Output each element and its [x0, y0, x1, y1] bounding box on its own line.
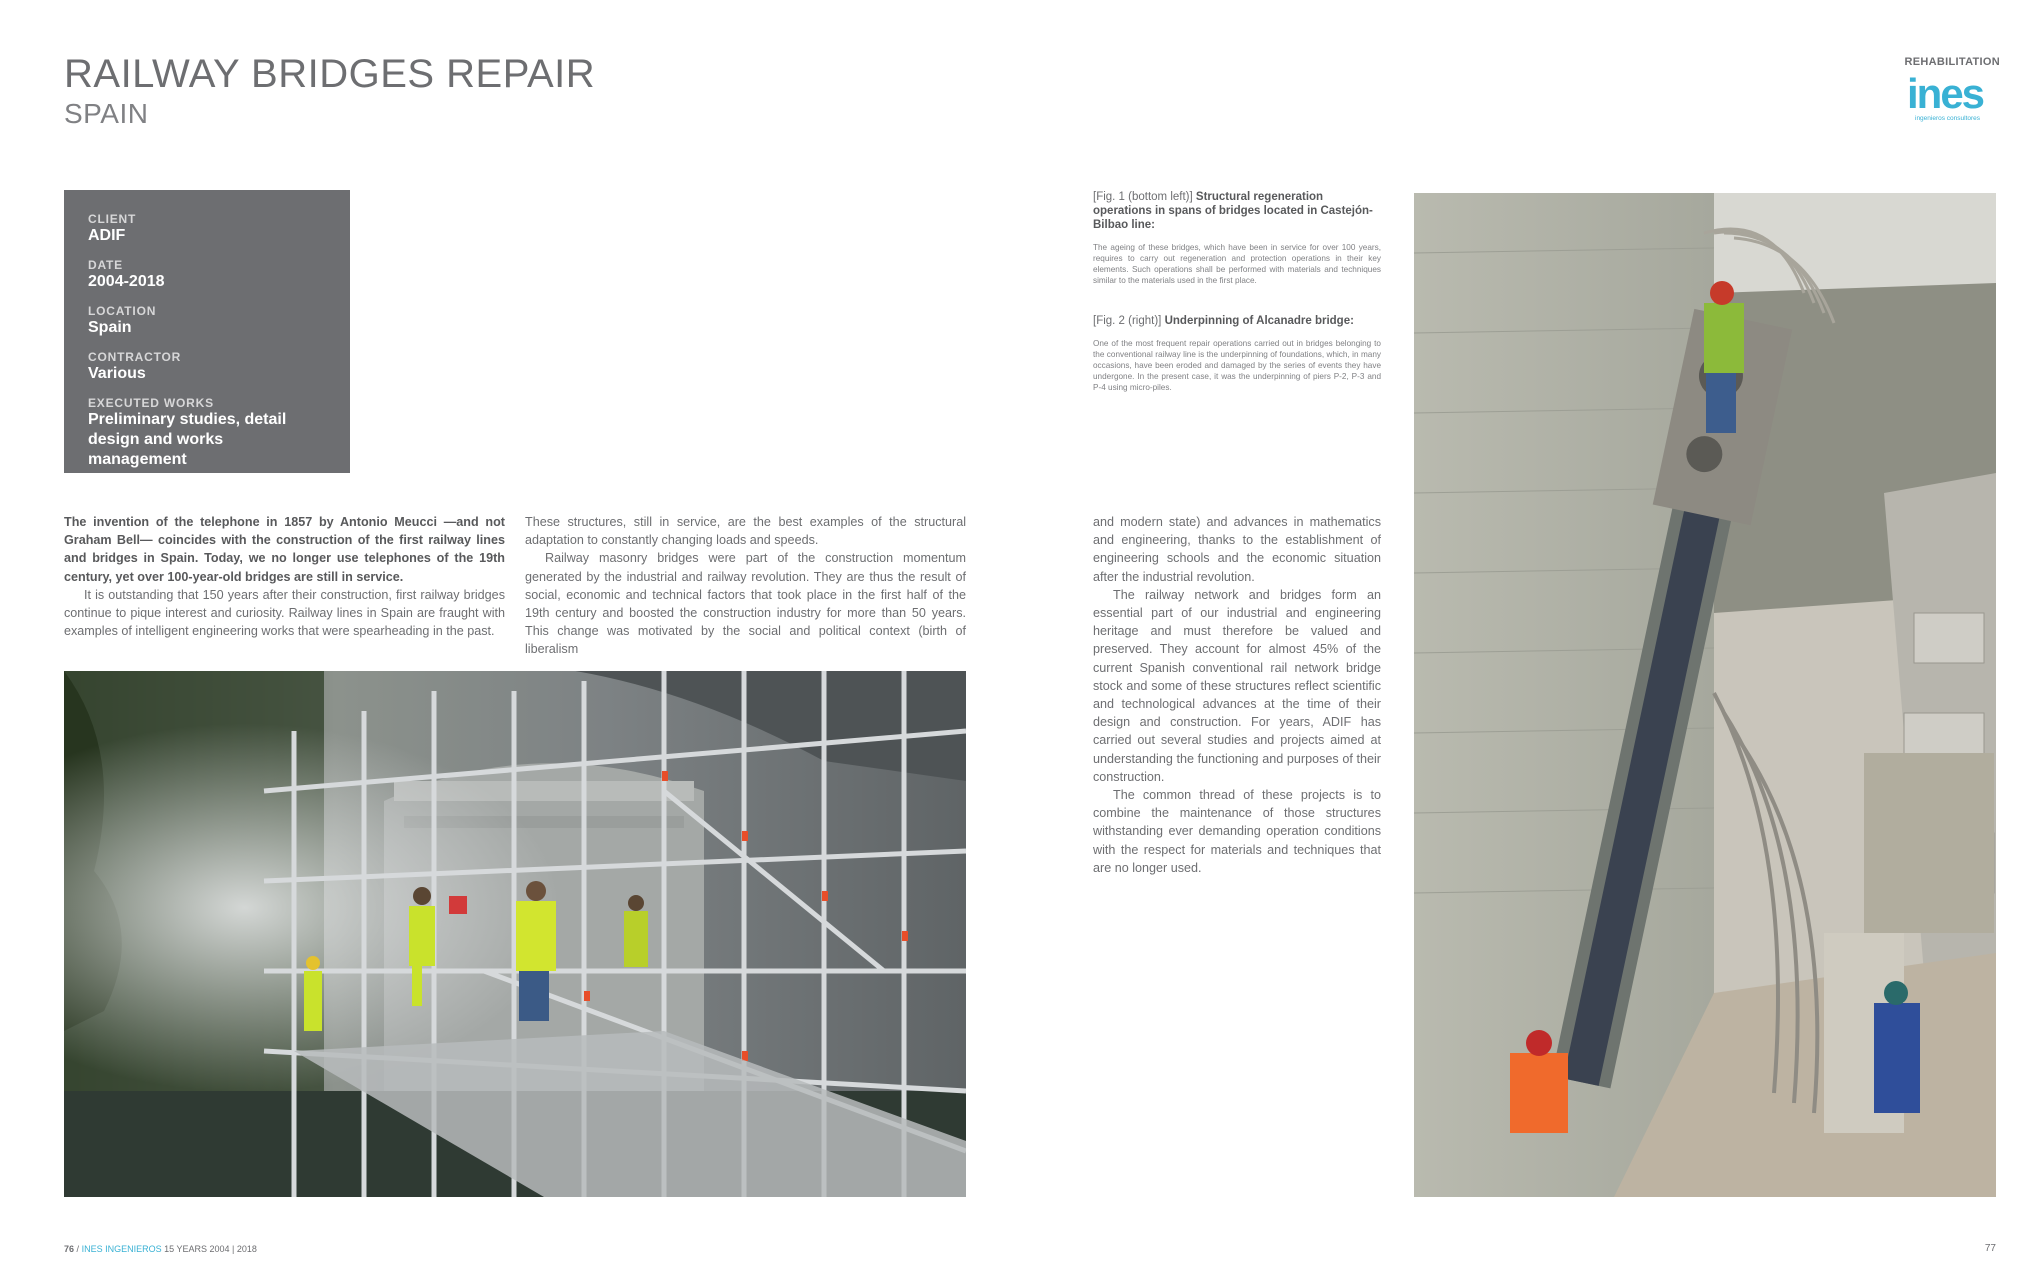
- fig1-ref: [Fig. 1 (bottom left)]: [1093, 191, 1193, 203]
- client-value: ADIF: [88, 227, 126, 244]
- page-number-right: 77: [1984, 1243, 1996, 1254]
- figure-captions: [1093, 190, 1381, 393]
- works-value: Preliminary studies, detail design and works management: [88, 411, 287, 468]
- fig2-caption-text: One of the most frequent repair operations carried out in bridges belonging to the conventional railway line is the underpinning of foundations, which, in many occasions, have been eroded and damaged by the series of events they have undergone. In the present case, it was the underpinning of piers P-2, P-3 and P-4 using micro-piles.: [1093, 339, 1381, 392]
- section-label: REHABILITATION: [1904, 56, 2000, 68]
- date-value: 2004-2018: [88, 273, 165, 290]
- body-column-1: [64, 513, 505, 640]
- location-value: Spain: [88, 319, 132, 336]
- fig1-caption-heading: [1093, 190, 1381, 232]
- client-label: CLIENT: [88, 212, 137, 226]
- fig2-ref: [Fig. 2 (right)]: [1093, 315, 1162, 327]
- page-subtitle: SPAIN: [64, 98, 149, 129]
- svg-text:ingenieros consultores: ingenieros consultores: [1914, 115, 1980, 122]
- body-paragraph: The common thread of these projects is to combine the maintenance of those structures withstanding ever demanding operation conditions with the respect for materials and techniques that are no longer used.: [1093, 788, 1381, 875]
- contractor-value: Various: [88, 365, 146, 382]
- date-label: DATE: [88, 258, 123, 272]
- intro-lead: The invention of the telephone in 1857 by Antonio Meucci —and not Graham Bell— coincides with the construction of the first railway lines and bridges in Spain. Today, we no longer use telephones of the 19th century, yet over 100-year-old bridges are still in service.: [64, 515, 505, 584]
- fig2-caption-heading: [1093, 314, 1381, 328]
- fig1-title: Structural regeneration operations in spans of bridges located in Castejón-Bilbao line:: [1093, 191, 1373, 231]
- footer-edition: 15 YEARS 2004 | 2018: [164, 1244, 257, 1254]
- contractor-label: CONTRACTOR: [88, 350, 182, 364]
- page-number-left: 76: [64, 1244, 75, 1254]
- svg-text:ines: ines: [1906, 70, 1983, 117]
- footer-separator: /: [76, 1244, 80, 1254]
- fig1-caption-text: The ageing of these bridges, which have been in service for over 100 years, requires to carry out regeneration and protection operations in their key elements. Such operations shall be performed with materials and techniques similar to the materials used in the first place.: [1093, 243, 1381, 285]
- fig1-scaffolding-photo: [64, 671, 966, 1197]
- body-paragraph: and modern state) and advances in mathematics and engineering, thanks to the establishment of engineering schools and the economic situation after the industrial revolution.: [1093, 515, 1381, 584]
- body-paragraph: These structures, still in service, are the best examples of the structural adaptation to constantly changing loads and speeds.: [525, 515, 966, 548]
- fig2-drilling-rig-photo: [1414, 193, 1996, 1197]
- body-paragraph: Railway masonry bridges were part of the construction momentum generated by the industrial and railway revolution. They are thus the result of social, economic and technical factors that took place in the first half of the 19th century and boosted the construction industry for more than 50 years. This change was motivated by the social and political context (birth of liberalism: [525, 551, 966, 657]
- body-column-2: [525, 513, 966, 659]
- body-column-3: [1093, 513, 1381, 877]
- footer-brand: INES INGENIEROS: [81, 1244, 162, 1254]
- works-label: EXECUTED WORKS: [88, 396, 214, 410]
- body-paragraph: It is outstanding that 150 years after their construction, first railway bridges continue to pique interest and curiosity. Railway lines in Spain are fraught with examples of intelligent engineering works that were spearheading in the past.: [64, 587, 505, 639]
- footer-left: [64, 1244, 257, 1254]
- body-paragraph: The railway network and bridges form an essential part of our industrial and engineering heritage and must therefore be valued and preserved. They account for almost 45% of the current Spanish conventional rail network bridge stock and some of these structures reflect scientific and technological advances at the time of their design and construction. For years, ADIF has carried out several studies and projects aimed at understanding the functioning and purposes of their construction.: [1093, 587, 1381, 784]
- location-label: LOCATION: [88, 304, 157, 318]
- project-info-box: [64, 190, 350, 473]
- page-title: RAILWAY BRIDGES REPAIR: [64, 52, 596, 96]
- fig2-title: Underpinning of Alcanadre bridge:: [1164, 315, 1354, 327]
- ines-logo: [1905, 70, 1991, 122]
- brand-block: [1905, 56, 2000, 122]
